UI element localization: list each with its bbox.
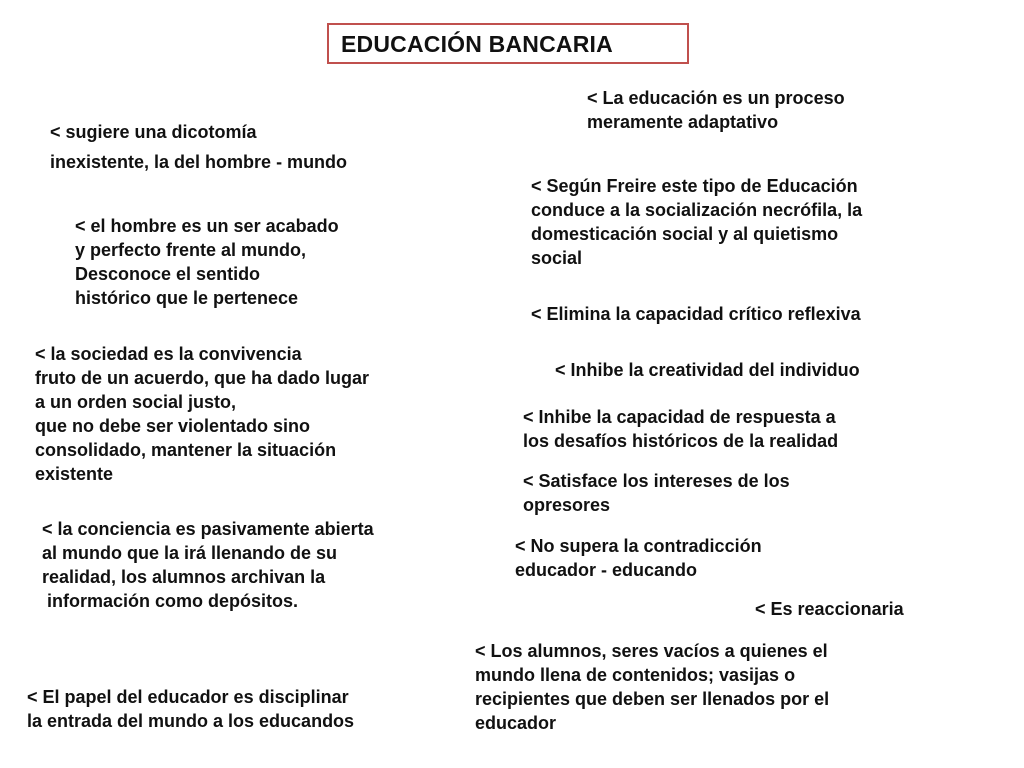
note-line: < la conciencia es pasivamente abierta (42, 519, 374, 539)
note-respuesta (523, 405, 838, 453)
note-line: < Elimina la capacidad crítico reflexiva (531, 304, 861, 324)
note-line: < sugiere una dicotomía (50, 122, 257, 142)
note-line: < Inhibe la capacidad de respuesta a (523, 407, 836, 427)
note-line: < Satisface los intereses de los (523, 471, 790, 491)
note-line: que no debe ser violentado sino (35, 416, 311, 436)
note-line: < No supera la contradicción (515, 536, 762, 556)
note-critico-reflexiva (531, 302, 861, 326)
note-line: los desafíos históricos de la realidad (523, 431, 839, 451)
note-alumnos-vacios (475, 639, 829, 735)
note-proceso-adaptativo (587, 86, 845, 134)
note-line: < Según Freire este tipo de Educación (531, 176, 858, 196)
note-line: conduce a la socialización necrófila, la (531, 200, 863, 220)
note-line: inexistente, la del hombre - mundo (50, 152, 348, 172)
note-line: educador (475, 713, 557, 733)
note-contradiccion (515, 534, 762, 582)
note-line: opresores (523, 495, 611, 515)
note-line: social (531, 248, 583, 268)
note-line: educador - educando (515, 560, 698, 580)
note-line: < el hombre es un ser acabado (75, 216, 339, 236)
note-line: recipientes que deben ser llenados por el (475, 689, 830, 709)
note-line: < La educación es un proceso (587, 88, 845, 108)
note-hombre-acabado (75, 214, 339, 310)
note-line: y perfecto frente al mundo, (75, 240, 307, 260)
note-line: domesticación social y al quietismo (531, 224, 839, 244)
note-line: histórico que le pertenece (75, 288, 299, 308)
note-line: < Inhibe la creatividad del individuo (555, 360, 860, 380)
note-line: fruto de un acuerdo, que ha dado lugar (35, 368, 370, 388)
note-line: < la sociedad es la convivencia (35, 344, 302, 364)
note-line: al mundo que la irá llenando de su (42, 543, 338, 563)
note-creatividad (555, 358, 860, 382)
note-line: existente (35, 464, 114, 484)
note-line: realidad, los alumnos archivan la (42, 567, 326, 587)
note-line: meramente adaptativo (587, 112, 779, 132)
note-line: la entrada del mundo a los educandos (27, 711, 355, 731)
note-line: < El papel del educador es disciplinar (27, 687, 349, 707)
note-line: información como depósitos. (42, 591, 299, 611)
note-sociedad (35, 342, 369, 486)
title-box (327, 23, 689, 64)
note-line: < Los alumnos, seres vacíos a quienes el (475, 641, 828, 661)
note-line: < Es reaccionaria (755, 599, 904, 619)
note-reaccionaria (755, 597, 904, 621)
note-conciencia (42, 517, 374, 613)
note-line: consolidado, mantener la situación (35, 440, 337, 460)
note-freire (531, 174, 862, 270)
note-line: Desconoce el sentido (75, 264, 261, 284)
note-line: a un orden social justo, (35, 392, 237, 412)
note-papel-educador (27, 685, 354, 733)
page-title: EDUCACIÓN BANCARIA (341, 31, 613, 57)
note-dicotomia (50, 117, 347, 177)
note-opresores (523, 469, 790, 517)
note-line: mundo llena de contenidos; vasijas o (475, 665, 796, 685)
